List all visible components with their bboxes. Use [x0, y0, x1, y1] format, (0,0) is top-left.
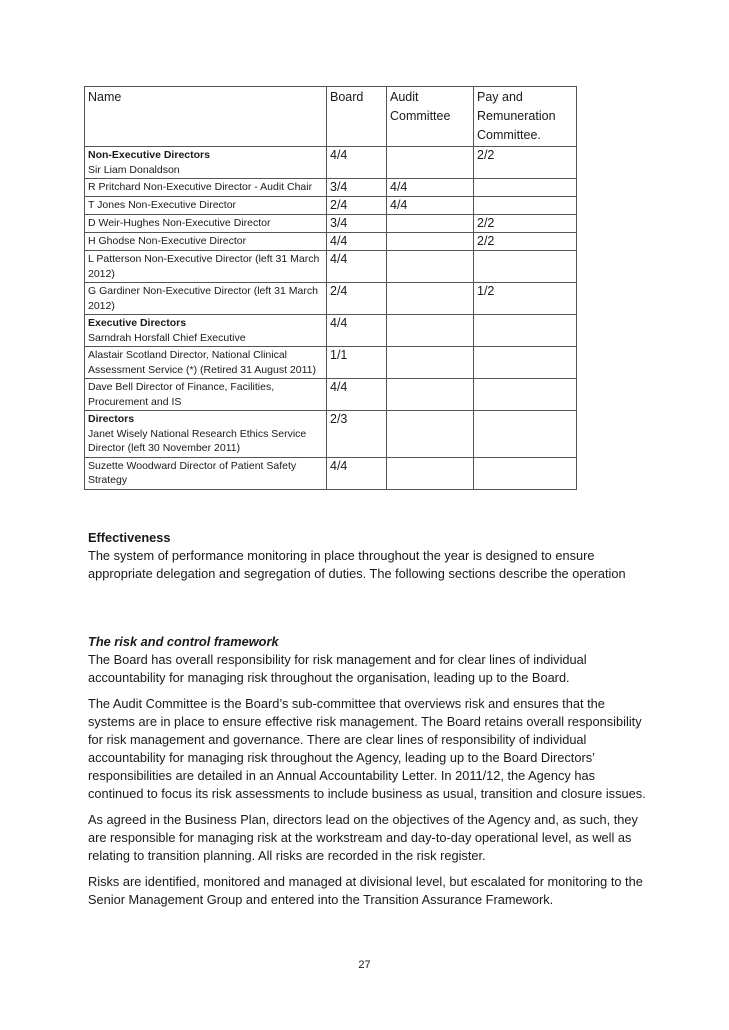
audit-attendance-cell: [387, 379, 474, 411]
pay-attendance-cell: [474, 315, 577, 347]
audit-attendance-cell: [387, 347, 474, 379]
member-name-cell: [85, 411, 327, 458]
audit-attendance-cell: [387, 147, 474, 179]
member-name-cell: [85, 283, 327, 315]
pay-attendance-cell: [474, 379, 577, 411]
audit-attendance-cell: [387, 283, 474, 315]
member-name-cell: [85, 315, 327, 347]
page-number: 27: [358, 959, 371, 971]
pay-attendance-cell: 2/2: [474, 233, 577, 251]
risk-paragraph-2: The Audit Committee is the Board’s sub-committee that overviews risk and ensures that the systems are in place to ensure effective risk management. The Board retains overall responsibility for risk management and governance. There are clear lines of responsibility of individual accountability for managing risk throughout the Agency, leading up to the Board Directors’ responsibilities are detailed in an Annual Accountability Letter. In 2011/12, the Agency has continued to focus its risk assessments to include business as usual, transition and closure issues.: [88, 696, 646, 801]
board-attendance-cell: 2/4: [327, 197, 387, 215]
member-name-cell: [85, 347, 327, 379]
table-header-row: [85, 87, 577, 147]
audit-attendance-cell: [387, 315, 474, 347]
table-row: [85, 315, 577, 347]
board-attendance-cell: 4/4: [327, 251, 387, 283]
table-row: [85, 347, 577, 379]
audit-attendance-cell: [387, 251, 474, 283]
member-name: D Weir-Hughes Non-Executive Director: [88, 217, 271, 229]
audit-attendance-cell: [387, 215, 474, 233]
member-name-cell: [85, 147, 327, 179]
member-name: H Ghodse Non-Executive Director: [88, 235, 247, 247]
pay-attendance-cell: [474, 179, 577, 197]
audit-attendance-cell: 4/4: [387, 179, 474, 197]
risk-section: [88, 633, 648, 909]
board-attendance-cell: 3/4: [327, 215, 387, 233]
effectiveness-heading: Effectiveness: [88, 530, 171, 545]
member-name: R Pritchard Non-Executive Director - Audit Chair: [88, 181, 313, 193]
member-name-cell: [85, 379, 327, 411]
member-name: Suzette Woodward Director of Patient Safety Strategy: [88, 459, 297, 486]
audit-attendance-cell: 4/4: [387, 197, 474, 215]
group-label: Executive Directors: [88, 317, 187, 329]
member-name: Sir Liam Donaldson: [88, 163, 180, 176]
member-name-cell: [85, 215, 327, 233]
group-label: Directors: [88, 413, 135, 425]
table-row: [85, 215, 577, 233]
table-row: [85, 283, 577, 315]
pay-attendance-cell: [474, 197, 577, 215]
board-attendance-cell: 4/4: [327, 379, 387, 411]
attendance-table: [84, 86, 577, 490]
member-name-cell: [85, 251, 327, 283]
header-board: Board: [327, 87, 387, 147]
header-pay-remuneration: Pay and Remuneration Committee.: [474, 87, 577, 147]
board-attendance-cell: 4/4: [327, 315, 387, 347]
audit-attendance-cell: [387, 411, 474, 458]
pay-attendance-cell: [474, 251, 577, 283]
member-name: Janet Wisely National Research Ethics Service Director (left 30 November 2011): [88, 427, 307, 454]
audit-attendance-cell: [387, 457, 474, 489]
member-name: L Patterson Non-Executive Director (left 31 March 2012): [88, 253, 320, 280]
board-attendance-cell: 4/4: [327, 233, 387, 251]
pay-attendance-cell: 2/2: [474, 147, 577, 179]
member-name-cell: [85, 197, 327, 215]
table-row: [85, 233, 577, 251]
pay-attendance-cell: 1/2: [474, 283, 577, 315]
table-row: [85, 147, 577, 179]
pay-attendance-cell: 2/2: [474, 215, 577, 233]
member-name-cell: [85, 179, 327, 197]
pay-attendance-cell: [474, 347, 577, 379]
effectiveness-section: [88, 529, 648, 583]
risk-paragraph-1: The Board has overall responsibility for risk management and for clear lines of individual accountability for managing risk throughout the organisation, leading up to the Board.: [88, 652, 587, 685]
audit-attendance-cell: [387, 233, 474, 251]
member-name-cell: [85, 457, 327, 489]
member-name: Dave Bell Director of Finance, Facilities, Procurement and IS: [88, 381, 275, 408]
member-name: Sarndrah Horsfall Chief Executive: [88, 331, 246, 344]
effectiveness-body: The system of performance monitoring in place throughout the year is designed to ensure appropriate delegation and segregation of duties. The following sections describe the operation: [88, 548, 626, 581]
header-name: Name: [85, 87, 327, 147]
table-row: [85, 179, 577, 197]
header-audit-committee: Audit Committee: [387, 87, 474, 147]
member-name: T Jones Non-Executive Director: [88, 199, 237, 211]
board-attendance-cell: 2/4: [327, 283, 387, 315]
pay-attendance-cell: [474, 411, 577, 458]
table-row: [85, 197, 577, 215]
table-row: [85, 379, 577, 411]
member-name: Alastair Scotland Director, National Clinical Assessment Service (*) (Retired 31 August 2011): [88, 349, 316, 376]
member-name: G Gardiner Non-Executive Director (left 31 March 2012): [88, 285, 318, 312]
board-attendance-cell: 4/4: [327, 147, 387, 179]
table-row: [85, 411, 577, 458]
board-attendance-cell: 4/4: [327, 457, 387, 489]
risk-paragraph-4: Risks are identified, monitored and managed at divisional level, but escalated for monitoring to the Senior Management Group and entered into the Transition Assurance Framework.: [88, 874, 643, 907]
table-row: [85, 251, 577, 283]
board-attendance-cell: 2/3: [327, 411, 387, 458]
table-row: [85, 457, 577, 489]
pay-attendance-cell: [474, 457, 577, 489]
board-attendance-cell: 3/4: [327, 179, 387, 197]
risk-paragraph-3: As agreed in the Business Plan, directors lead on the objectives of the Agency and, as such, they are responsible for managing risk at the workstream and day-to-day operational level, as well as relating to transition planning. All risks are recorded in the risk register.: [88, 812, 638, 863]
board-attendance-cell: 1/1: [327, 347, 387, 379]
risk-heading: The risk and control framework: [88, 634, 279, 649]
member-name-cell: [85, 233, 327, 251]
group-label: Non-Executive Directors: [88, 149, 210, 161]
